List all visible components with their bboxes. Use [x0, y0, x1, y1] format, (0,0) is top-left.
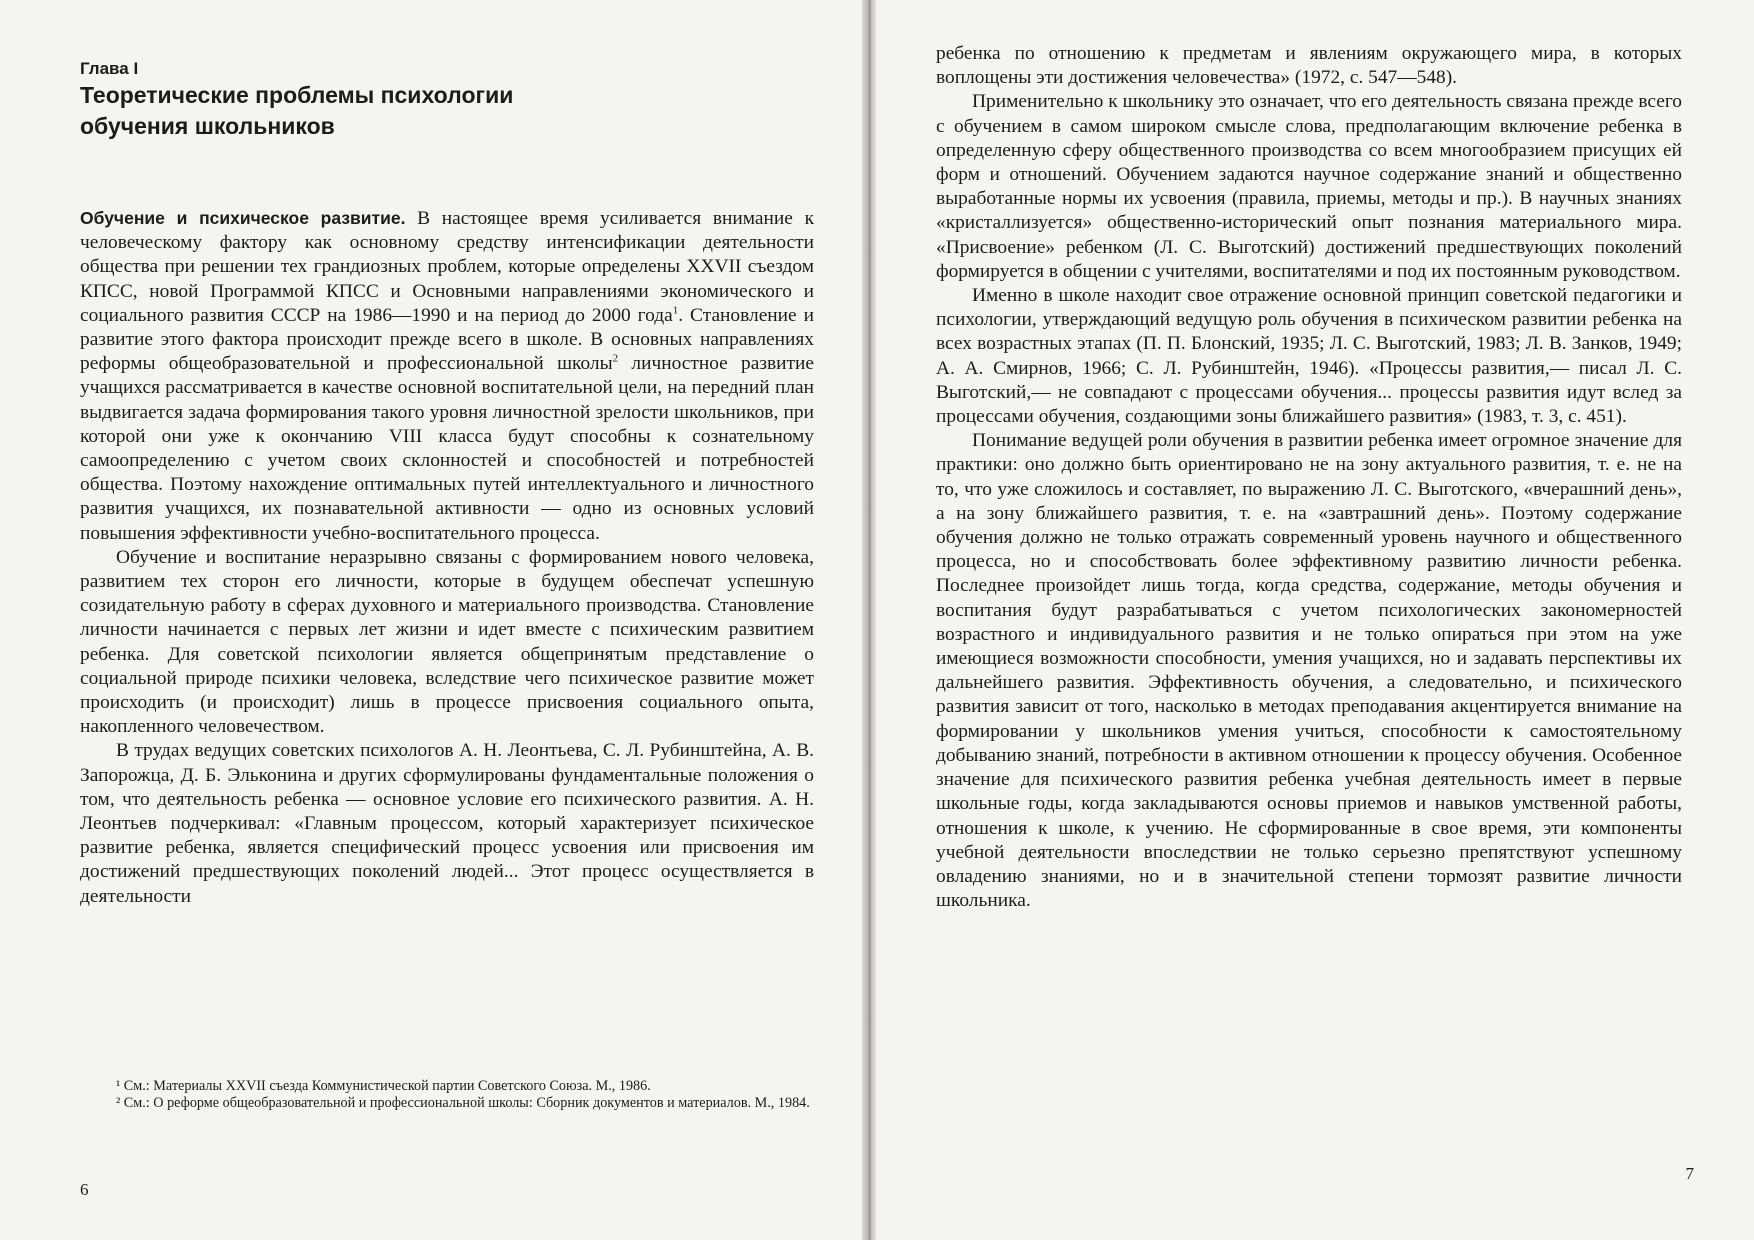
right-paragraph-3: Именно в школе находит свое отражение основной принцип советской педагогики и психологии, утверждающий ведущую роль обучения в психическом развитии ребенка на всех возрастных этапах (П. П. Блонский, 1935; Л. С. Выготский, 1983; Л. В. Занков, 1949; А. А. Смирнов, 1966; С. Л. Рубинштейн, 1946). «Процессы развития,— писал Л. С. Выготский,— не совпадают с процессами обучения... процессы развития идут вслед за процессами обучения, создающими зоны ближайшего развития» (1983, т. 3, с. 451). [936, 285, 1682, 428]
chapter-label: Глава I [80, 59, 139, 78]
chapter-title: Теоретические проблемы психологии обучения школьников [80, 82, 514, 139]
footnote-2: ² См.: О реформе общеобразовательной и профессиональной школы: Сборник документов и материалов. М., 1984. [116, 1095, 810, 1111]
right-paragraph-4: Понимание ведущей роли обучения в развитии ребенка имеет огромное значение для практики: оно должно быть ориентировано не на зону актуального развития, т. е. не на то, что уже сложилось и составляет, по выражению Л. С. Выготского, «вчерашний день», а на зону ближайшего развития, т. е. на «завтрашний день». Поэтому содержание обучения должно не только отражать современный уровень научного и общественного процесса, но и способствовать более эффективному развитию личности ребенка. Последнее произойдет лишь тогда, когда средства, содержание, методы обучения и воспитания будут разрабатываться с учетом психологических закономерностей возрастного и индивидуального развития и не только опираться при этом на уже имеющиеся возможности способности, умения учащихся, но и задавать перспективы их дальнейшего развития. Эффективность обучения, а следовательно, и психического развития зависит от того, насколько в методах преподавания акцентируется внимание на формировании у школьников умения учиться, способности к самостоятельному добыванию знаний, потребности в активном отношении к процессу обучения. Особенное значение для психического развития ребенка учебная деятельность имеет в первые школьные годы, когда закладываются основы приемов и навыков умственной работы, отношения к школе, к учению. Не сформированные в свое время, эти компоненты учебной деятельности впоследствии не только серьезно препятствуют успешному овладению знаниями, но и в значительной степени тормозят развитие личности школьника. [936, 430, 1682, 912]
paragraph-text: . Становление и развитие этого фактора происходит прежде всего в школе. В основных направлениях реформы общеобразовательной и профессиональной школы [80, 304, 814, 375]
book-gutter [862, 0, 876, 1240]
left-page [0, 0, 868, 1240]
footnotes [80, 1078, 814, 1112]
page-number-left: 6 [80, 1180, 89, 1199]
right-paragraph-2: Применительно к школьнику это означает, что его деятельность связана прежде всего с обучением в самом широком смысле слова, предполагающим включение ребенка в определенную сферу общественного производства со всем многообразием присущих ей форм и отношений. Обучением задаются научное содержание знаний и общественно выработанные нормы их усвоения (правила, приемы, методы и пр.). В научных знаниях «кристаллизуется» общественно-исторический опыт познания материального мира. «Присвоение» ребенком (Л. С. Выготский) достижений предшествующих поколений формируется в общении с учителями, воспитателями и под их постоянным руководством. [936, 91, 1682, 282]
paragraph-text: В настоящее время усиливается внимание к человеческому фактору как основному средству интенсификации деятельности общества при решении тех грандиозных проблем, которые определены XXVII съездом КПСС, новой Программой КПСС и Основными направлениями экономического и социального развития СССР на 1986—1990 и на период до 2000 года [80, 208, 814, 326]
right-paragraph-1: ребенка по отношению к предметам и явлениям окружающего мира, в которых воплощены эти достижения человечества» (1972, с. 547—548). [936, 43, 1682, 89]
section-heading: Обучение и психическое развитие. [80, 208, 406, 228]
paragraph-text: личностное развитие учащихся рассматривается в качестве основной воспитательной цели, на передний план выдвигается задача формирования такого уровня личностной зрелости школьников, при которой они уже к окончанию VIII класса будут способны к сознательному самоопределению с учетом своих склонностей и способностей и потребностей общества. Поэтому нахождение оптимальных путей интеллектуального и личностного развития учащихся, их познавательной активности — одно из основных условий повышения эффективности учебно-воспитательного процесса. [80, 353, 814, 544]
right-page-text [936, 42, 1682, 913]
footnote-1: ¹ См.: Материалы XXVII съезда Коммунистической партии Советского Союза. М., 1986. [116, 1078, 651, 1094]
footnote-mark-1: 1 [672, 304, 679, 317]
right-page [868, 0, 1754, 1240]
page-number-right: 7 [1685, 1164, 1694, 1183]
footnote-mark-2: 2 [612, 352, 619, 365]
left-paragraph-1 [80, 206, 814, 546]
left-page-text [80, 58, 814, 909]
left-paragraph-3: В трудах ведущих советских психологов А. Н. Леонтьева, С. Л. Рубинштейна, А. В. Запорожца, Д. Б. Эльконина и других сформулированы фундаментальные положения о том, что деятельность ребенка — основное условие его психического развития. А. Н. Леонтьев подчеркивал: «Главным процессом, который характеризует психическое развитие ребенка, является специфический процесс усвоения или присвоения им достижений предшествующих поколений людей... Этот процесс осуществляется в деятельности [80, 740, 814, 907]
left-paragraph-2: Обучение и воспитание неразрывно связаны с формированием нового человека, развитием тех сторон его личности, которые в будущем обеспечат успешную созидательную работу в сферах духовного и материального производства. Становление личности начинается с первых лет жизни и идет вместе с психическим развитием ребенка. Для советской психологии является общепринятым представление о социальной природе психики человека, вследствие чего психическое развитие может происходить (и происходит) лишь в процессе присвоения социального опыта, накопленного человечеством. [80, 546, 814, 738]
